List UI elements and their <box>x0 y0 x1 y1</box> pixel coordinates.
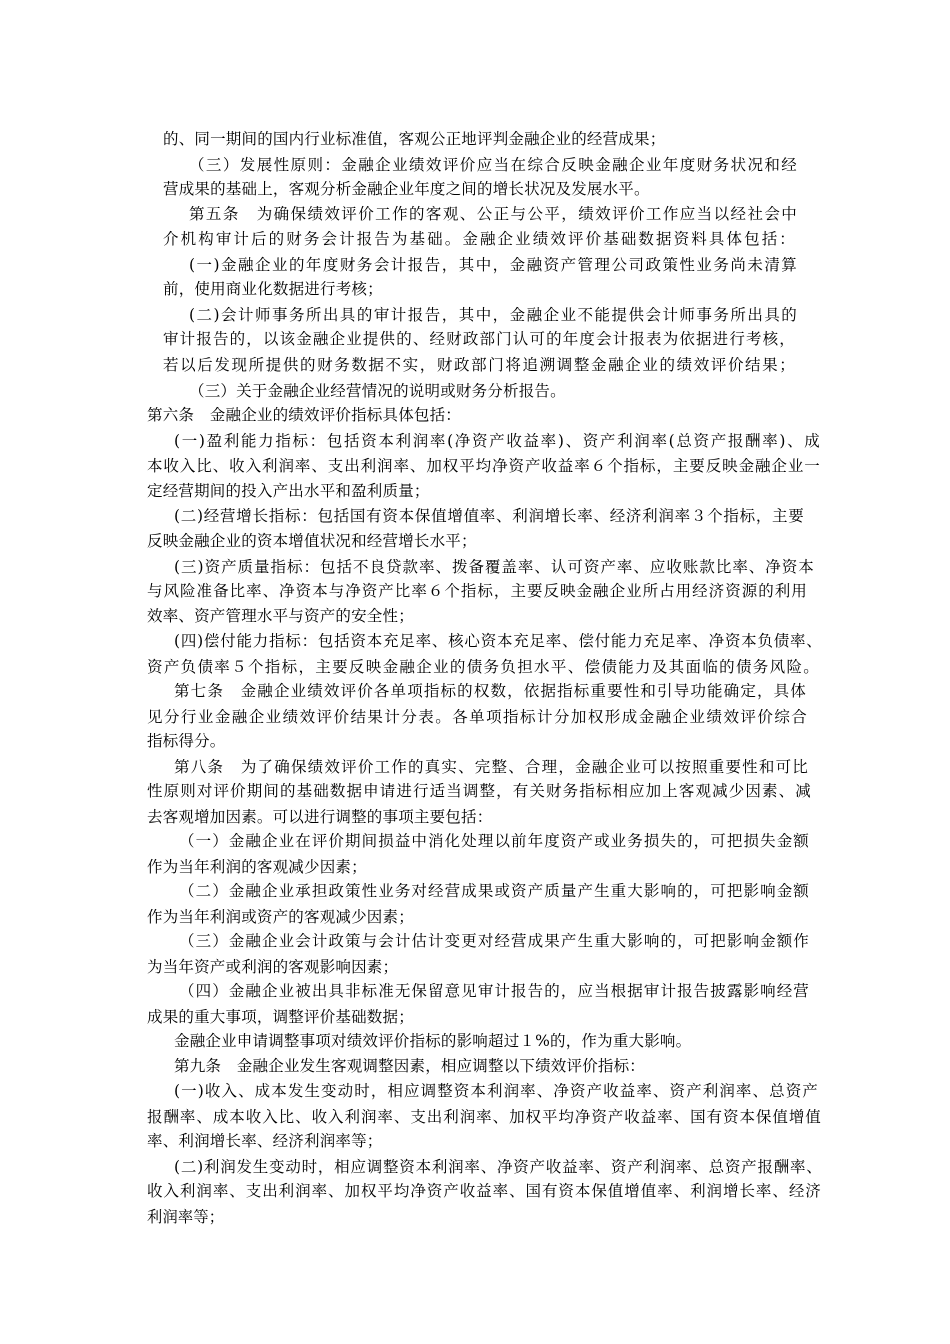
text-line: (一)盈利能力指标：包括资本利润率(净资产收益率)、资产利润率(总资产报酬率)、成 <box>174 432 820 450</box>
text-line: (三)资产质量指标：包括不良贷款率、拨备覆盖率、认可资产率、应收账款比率、净资本 <box>174 558 814 576</box>
text-line: 第九条 金融企业发生客观调整因素，相应调整以下绩效评价指标： <box>174 1057 646 1075</box>
text-line: （三）发展性原则：金融企业绩效评价应当在综合反映金融企业年度财务状况和经 <box>189 156 797 174</box>
text-line: 报酬率、成本收入比、收入利润率、支出利润率、加权平均净资产收益率、国有资本保值增值 <box>147 1108 821 1126</box>
text-line: （三）金融企业会计政策与会计估计变更对经营成果产生重大影响的，可把影响金额作 <box>179 932 809 950</box>
text-line: 介机构审计后的财务会计报告为基础。金融企业绩效评价基础数据资料具体包括： <box>163 230 795 248</box>
text-line: （三）关于金融企业经营情况的说明或财务分析报告。 <box>189 382 566 400</box>
text-line: 性原则对评价期间的基础数据申请进行适当调整，有关财务指标相应加上客观减少因素、减 <box>147 782 811 800</box>
text-line: 第八条 为了确保绩效评价工作的真实、完整、合理，金融企业可以按照重要性和可比 <box>174 758 808 776</box>
text-line: 审计报告的，以该金融企业提供的、经财政部门认可的年度会计报表为依据进行考核， <box>163 330 795 348</box>
text-line: 反映金融企业的资本增值状况和经营增长水平； <box>147 532 477 550</box>
text-line: (一)金融企业的年度财务会计报告，其中，金融资产管理公司政策性业务尚未清算 <box>189 256 797 274</box>
text-line: 收入利润率、支出利润率、加权平均净资产收益率、国有资本保值增值率、利润增长率、经济 <box>147 1182 821 1200</box>
text-line: 若以后发现所提供的财务数据不实，财政部门将追溯调整金融企业的绩效评价结果； <box>163 356 795 374</box>
text-line: 第六条 金融企业的绩效评价指标具体包括： <box>147 406 462 424</box>
text-line: 作为当年利润的客观减少因素； <box>147 858 367 876</box>
text-line: (一)收入、成本发生变动时，相应调整资本利润率、净资产收益率、资产利润率、总资产 <box>174 1082 818 1100</box>
text-line: 本收入比、收入利润率、支出利润率、加权平均净资产收益率６个指标，主要反映金融企业一 <box>147 457 820 475</box>
text-line: (四)偿付能力指标：包括资本充足率、核心资本充足率、偿付能力充足率、净资本负债率、 <box>174 632 822 650</box>
text-line: 成果的重大事项，调整评价基础数据； <box>147 1008 414 1026</box>
text-line: 作为当年利润或资产的客观减少因素； <box>147 908 414 926</box>
text-line: 前，使用商业化数据进行考核； <box>163 280 383 298</box>
text-line: 金融企业申请调整事项对绩效评价指标的影响超过１%的，作为重大影响。 <box>174 1032 692 1050</box>
text-line: （四）金融企业被出具非标准无保留意见审计报告的，应当根据审计报告披露影响经营 <box>179 982 809 1000</box>
text-line: 第五条 为确保绩效评价工作的客观、公正与公平，绩效评价工作应当以经社会中 <box>189 205 797 223</box>
text-line: 见分行业金融企业绩效评价结果计分表。各单项指标计分加权形成金融企业绩效评价综合 <box>147 708 807 726</box>
text-line: 效率、资产管理水平与资产的安全性； <box>147 607 414 625</box>
text-line: 与风险准备比率、净资本与净资产比率６个指标，主要反映金融企业所占用经济资源的利用 <box>147 582 807 600</box>
text-line: 指标得分。 <box>147 732 226 750</box>
text-line: 第七条 金融企业绩效评价各单项指标的权数，依据指标重要性和引导功能确定，具体 <box>174 682 806 700</box>
text-line: （二）金融企业承担政策性业务对经营成果或资产质量产生重大影响的，可把影响金额 <box>179 882 809 900</box>
text-line: 营成果的基础上，客观分析金融企业年度之间的增长状况及发展水平。 <box>163 180 650 198</box>
text-line: (二)会计师事务所出具的审计报告，其中，金融企业不能提供会计师事务所出具的 <box>189 306 797 324</box>
text-line: 去客观增加因素。可以进行调整的事项主要包括： <box>147 808 493 826</box>
text-line: (二)经营增长指标：包括国有资本保值增值率、利润增长率、经济利润率３个指标，主要 <box>174 507 804 525</box>
text-line: （一）金融企业在评价期间损益中消化处理以前年度资产或业务损失的，可把损失金额 <box>179 832 809 850</box>
text-line: 为当年资产或利润的客观影响因素； <box>147 958 399 976</box>
text-line: 利润率等； <box>147 1208 225 1226</box>
text-line: 率、利润增长率、经济利润率等； <box>147 1132 383 1150</box>
text-line: 资产负债率５个指标，主要反映金融企业的债务负担水平、偿债能力及其面临的债务风险。 <box>147 658 819 676</box>
text-line: (二)利润发生变动时，相应调整资本利润率、净资产收益率、资产利润率、总资产报酬率、 <box>174 1158 822 1176</box>
text-line: 的、同一期间的国内行业标准值，客观公正地评判金融企业的经营成果； <box>163 130 666 148</box>
text-line: 定经营期间的投入产出水平和盈利质量； <box>147 482 430 500</box>
